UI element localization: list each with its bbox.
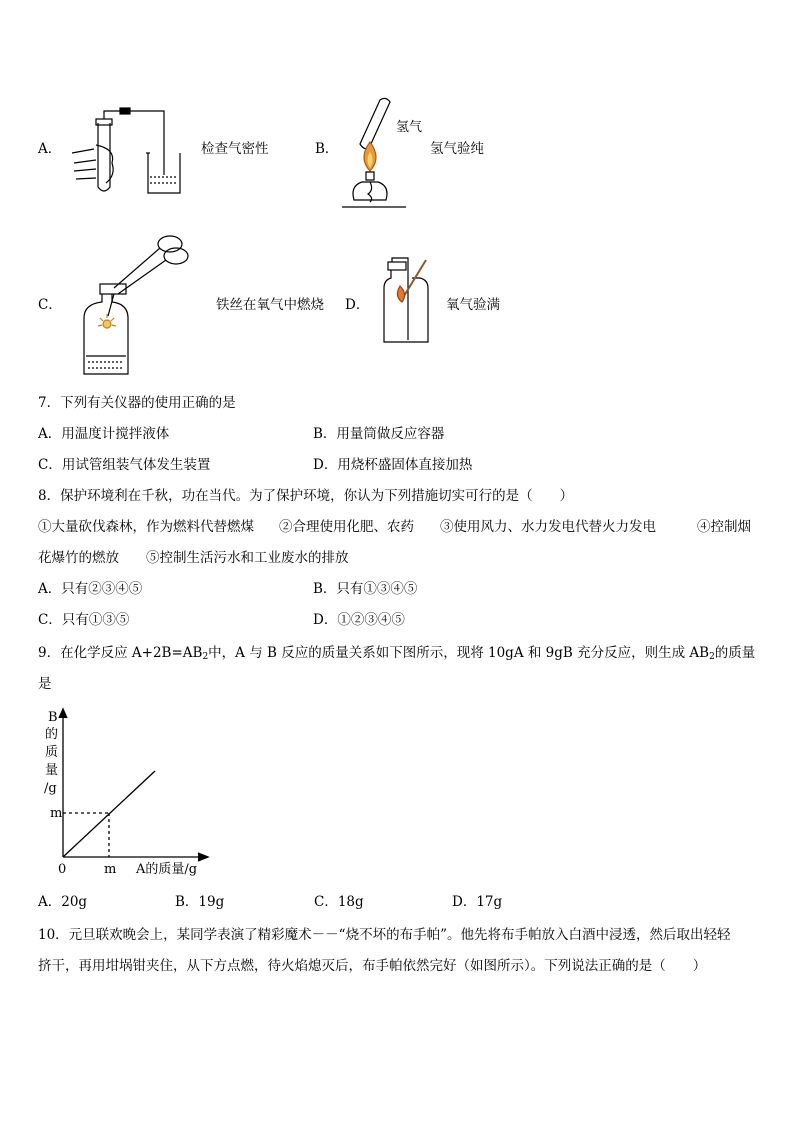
airtightness-check-illustration [62,105,202,200]
q8-stem: 8．保护环境利在千秋，功在当代。为了保护环境，你认为下列措施切实可行的是（ ） [38,488,574,504]
q10-line1: 10．元旦联欢晚会上，某同学表演了精彩魔术－－“烧不坏的布手帕”。他先将布手帕放入白酒中浸透，然后取出轻轻 [38,927,731,943]
q8-option-c: C．只有①③⑤ [38,612,130,628]
q6-option-b-caption: 氢气验纯 [430,141,484,157]
q8-item-3: ③使用风力、水力发电代替火力发电 [440,519,656,535]
graph-x-tick-m: m [104,862,117,877]
hydrogen-purity-test-illustration [340,96,423,211]
q9-option-d: D．17g [452,894,503,910]
q7-option-c: C．用试管组装气体发生装置 [38,457,211,473]
q9-stem: 9．在化学反应 $A+2B=AB_2$中，A 与 B 反应的质量关系如下图所示，现将 10gA 和 9gB 充分反应，则生成 $AB_2$的质量 [38,645,756,662]
q9-option-a: A．20g [38,894,88,910]
q8-item-2: ②合理使用化肥、农药 [279,519,414,535]
q8-items-line2: 花爆竹的燃放 ⑤控制生活污水和工业废水的排放 [38,550,349,566]
iron-wire-burning-illustration [78,232,193,377]
graph-y-label-3: 质 [45,745,59,760]
graph-y-label-4: 量 [45,763,59,778]
graph-y-label-5: /g [44,781,57,796]
q6-option-d-letter: D． [345,297,370,313]
q7-option-d: D．用烧杯盛固体直接加热 [313,457,473,473]
hydrogen-label: 氢气 [396,120,423,135]
q10-line2: 挤干，再用坩埚钳夹住，从下方点燃，待火焰熄灭后，布手帕依然完好（如图所示）。下列说法正确的是（ ） [38,958,707,974]
q8-option-a: A．只有②③④⑤ [38,581,143,597]
q9-stem-line2: 是 [38,676,52,692]
q6-option-a-caption: 检查气密性 [201,141,269,157]
q7-option-b: B．用量筒做反应容器 [313,426,445,442]
q6-option-a-letter: A． [38,141,62,157]
graph-y-tick-m: m [50,806,63,821]
graph-origin: 0 [58,862,67,877]
q7-stem: 7．下列有关仪器的使用正确的是 [38,395,236,411]
q8-option-d: D．①②③④⑤ [313,612,405,628]
q8-item-1: ①大量砍伐森林，作为燃料代替燃煤 [38,519,254,535]
q8-option-b: B．只有①③④⑤ [313,581,418,597]
q9-option-c: C．18g [314,894,364,910]
q6-option-d-caption: 氧气验满 [446,297,500,313]
graph-y-label-1: B [48,710,58,725]
q6-option-b-letter: B． [315,141,339,157]
q6-option-c-caption: 铁丝在氧气中燃烧 [216,297,324,313]
graph-y-label-2: 的 [45,727,59,742]
q7-option-a: A．用温度计搅拌液体 [38,426,170,442]
oxygen-full-test-illustration [382,256,442,346]
q9-option-b: B．19g [175,894,225,910]
q8-item-4-start: ④控制烟 [697,519,751,535]
q6-option-c-letter: C． [38,297,62,313]
graph-x-label: A的质量/g [136,862,198,877]
